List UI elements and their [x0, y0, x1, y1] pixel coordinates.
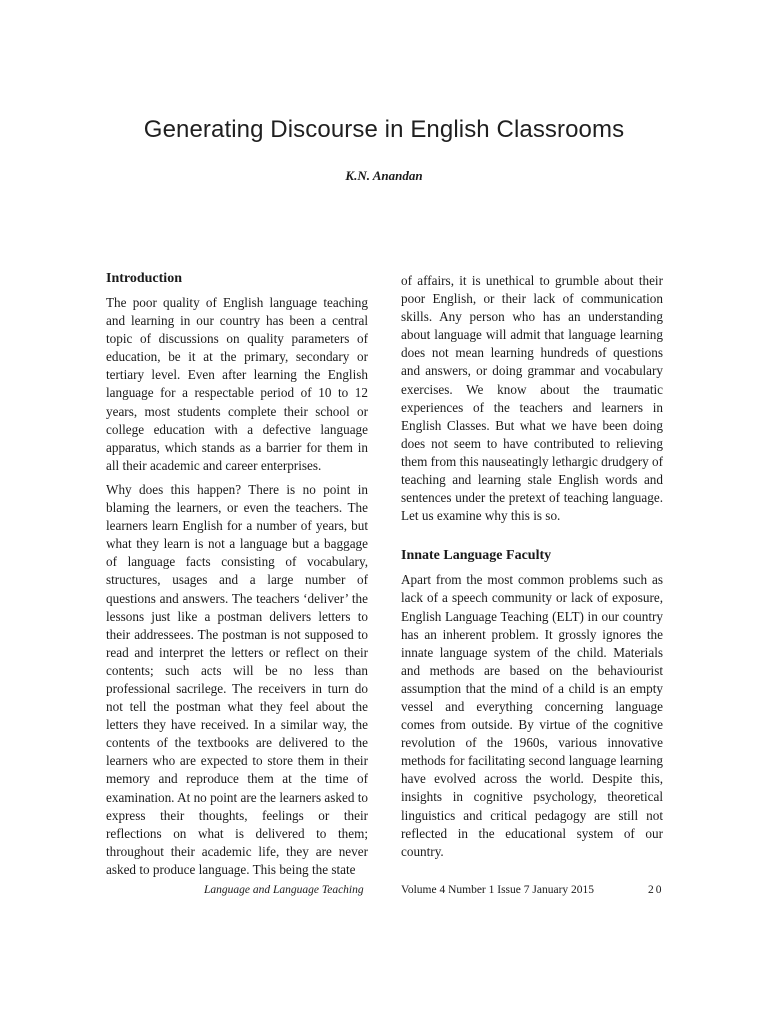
right-column: [401, 272, 663, 867]
article-author: K.N. Anandan: [345, 168, 423, 183]
article-title: Generating Discourse in English Classrooms: [143, 116, 625, 143]
paragraph: The poor quality of English language teaching and learning in our country has been a central topic of discussions on quality parameters of education, be it at the primary, secondary or tertiary level. Even after learning the English language for a respectable period of 10 to 12 years, most students complete their school or college education with a defective language apparatus, which stands as a barrier for them in all their academic and career enterprises.: [106, 295, 368, 473]
paragraph-continuation: of affairs, it is unethical to grumble about their poor English, or their lack of communication skills. Any person who has an understanding about language will admit that language learning does not mean learning hundreds of questions and answers, or doing grammar and vocabulary exercises. We know about the traumatic experiences of the teachers and learners in English Classes. But what we have been doing does not seem to have contributed to relieving them from this nauseatingly lethargic drudgery of teaching and learning stale English words and sentences under the pretext of teaching language. Let us examine why this is so.: [401, 273, 663, 524]
page-number: 20: [648, 884, 664, 896]
footer-volume-info: Volume 4 Number 1 Issue 7 January 2015: [401, 884, 595, 896]
section-heading-introduction: Introduction: [106, 271, 182, 286]
section-heading-innate-language-faculty: Innate Language Faculty: [401, 548, 552, 564]
paragraph: Apart from the most common problems such as lack of a speech community or lack of exposure, English Language Teaching (ELT) in our country has an inherent problem. It grossly ignores the innate language system of the child. Materials and methods are based on the behaviourist assumption that the mind of a child is an empty vessel and everything concerning language comes from outside. By virtue of the cognitive revolution of the 1960s, various innovative methods for facilitating second language learning have evolved across the world. Despite this, insights in cognitive psychology, theoretical linguistics and critical pedagogy are still not reflected in the educational system of our country.: [401, 572, 663, 859]
left-column: [106, 270, 368, 885]
paragraph: Why does this happen? There is no point in blaming the learners, or even the teachers. The learners learn English for a number of years, but what they learn is not a language but a baggage of language facts consisting of vocabulary, structures, usages and a large number of questions and answers. The teachers ‘deliver’ the lessons just like a postman delivers letters to their addressees. The postman is not supposed to read and interpret the letters or reflect on their contents; such acts will be no less than professional sacrilege. The receivers in turn do not tell the postman what they feel about the letters they have received. In a similar way, the contents of the textbooks are delivered to the learners who are expected to store them in their memory and reproduce them at the time of examination. At no point are the learners asked to express their thoughts, feelings or their reflections on what is delivered to them; throughout their academic life, they are never asked to produce language. This being the state: [106, 481, 368, 877]
footer-journal-name: Language and Language Teaching: [204, 884, 364, 896]
